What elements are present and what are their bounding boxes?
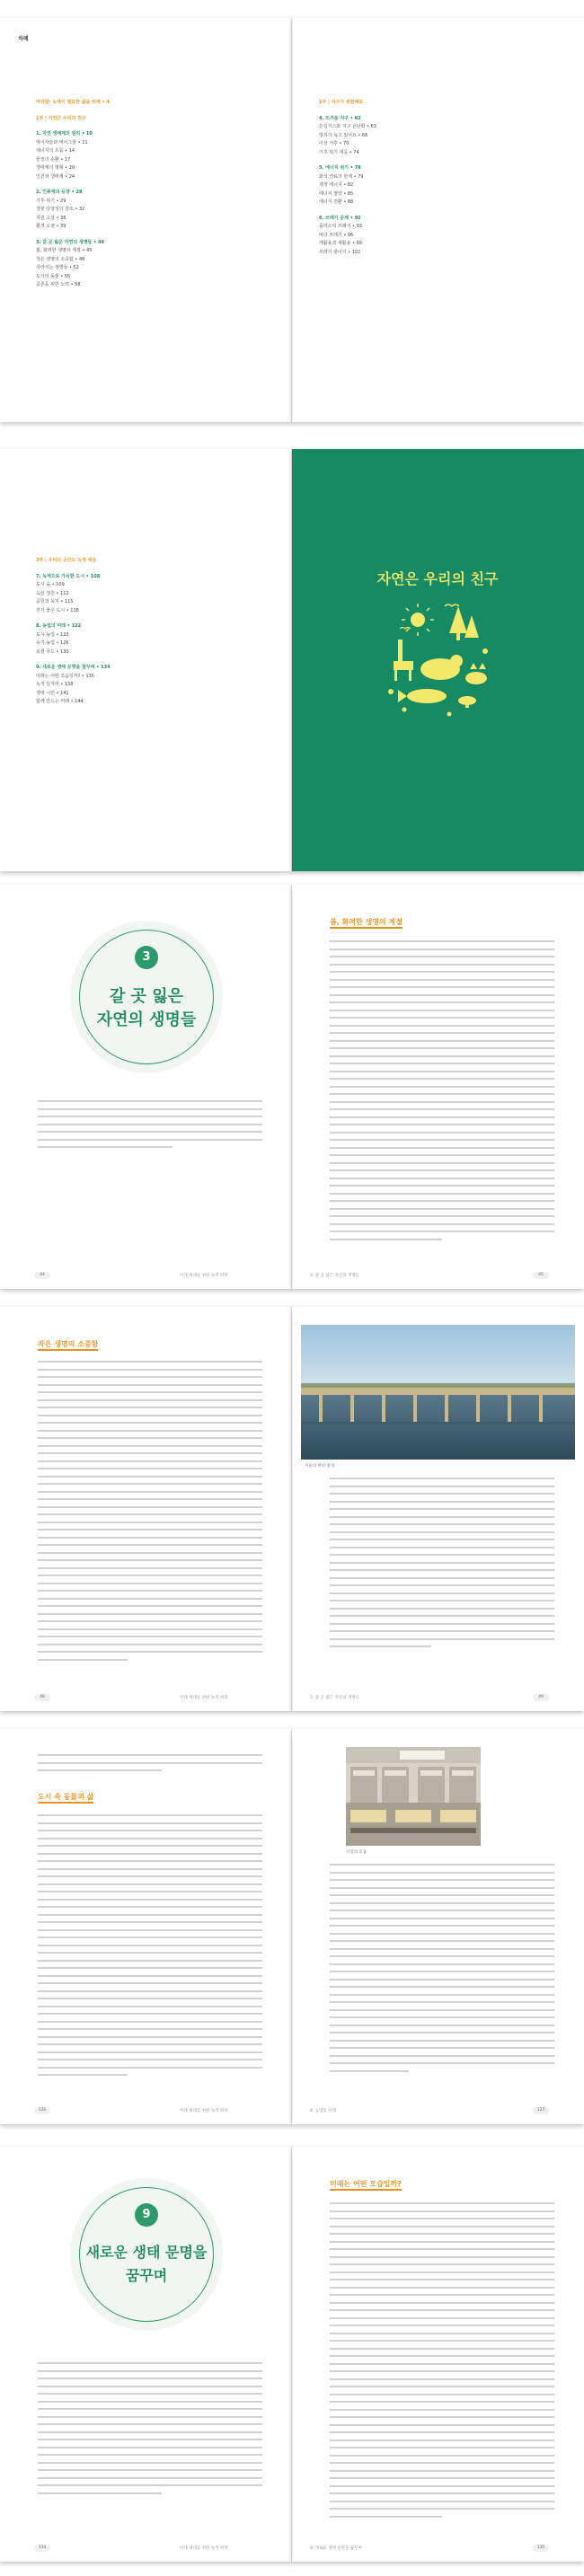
- toc-entry: 공원과 녹지 • 115: [36, 599, 74, 604]
- toc-entry: 환경 오염 • 39: [36, 224, 66, 229]
- toc-chapter-heading: 7. 녹색으로 가득한 도시 • 108: [36, 573, 101, 579]
- toc-spacer: [36, 566, 111, 573]
- giraffe-icon: [398, 640, 403, 665]
- chapter-title-line1: 새로운 생태 문명을: [85, 2244, 208, 2261]
- chapter-title-line1: 갈 곳 잃은: [109, 987, 184, 1006]
- toc-entry: 도시의 동물 • 55: [36, 273, 71, 279]
- page-number-right: 45: [533, 1272, 549, 1279]
- running-footer-left: 미래 세대를 위한 녹색 희망: [180, 1274, 228, 1278]
- toc-entry: 물질의 순환 • 17: [36, 156, 71, 163]
- bird-icon: [445, 604, 459, 606]
- gutter: [291, 1307, 293, 1711]
- toc-entry: 사라지는 생명들 • 52: [36, 265, 79, 270]
- toc-entry: 공존을 위한 노력 • 58: [36, 282, 81, 287]
- spread-chapter-3: [0, 885, 584, 1289]
- section-title: [330, 2179, 402, 2191]
- body-text: [330, 2202, 554, 2523]
- toc-entry: 먹이사슬과 먹이그물 • 11: [36, 139, 88, 146]
- section-title: [38, 1339, 98, 1351]
- part-cover-title: 자연은 우리의 친구: [376, 570, 499, 587]
- gutter: [291, 2147, 293, 2562]
- toc-part-heading: 2부 | 지구가 위험해요: [319, 100, 364, 105]
- toc-entry: 에너지의 흐름 • 14: [36, 148, 75, 154]
- toc-list-left-2: [36, 557, 111, 707]
- page-number-left: 134: [34, 2545, 50, 2552]
- gutter: [291, 1729, 293, 2124]
- toc-entry: 생물 다양성의 감소 • 32: [36, 207, 85, 212]
- toc-entry: 작은 생명의 소중함 • 48: [36, 256, 85, 262]
- gutter: [291, 449, 293, 871]
- toc-chapter-heading: 4. 뜨거운 지구 • 62: [319, 115, 361, 121]
- section-title-text: 미래는 어떤 모습일까?: [330, 2179, 402, 2191]
- toc-entry: 인간과 생태계 • 24: [36, 173, 75, 180]
- toc-list-left: [36, 99, 110, 290]
- running-footer-right: 8. 농업의 미래: [310, 2109, 336, 2113]
- toc-part-heading: 1부 | 자연은 우리의 친구: [36, 115, 86, 121]
- toc-entry: 플라스틱 쓰레기 • 93: [319, 224, 362, 229]
- section-title: [330, 917, 403, 929]
- running-footer-left: 미래 세대를 위한 녹색 희망: [180, 1696, 228, 1700]
- running-footer-left: 미래 세대를 위한 녹색 희망: [180, 2546, 228, 2551]
- body-page-left: [0, 1729, 292, 2124]
- spread-toc-1: [0, 18, 584, 422]
- toc-spacer: [36, 108, 110, 115]
- chapter-opener-page: [0, 2147, 292, 2562]
- body-text: [38, 1754, 262, 1778]
- body-text: [330, 940, 554, 1246]
- toc-spacer: [319, 108, 376, 115]
- toc-spacer: [36, 657, 111, 664]
- toc-entry: 생태 시민 • 141: [36, 690, 69, 696]
- toc-spacer: [36, 232, 110, 239]
- gutter: [291, 18, 293, 422]
- toc-entry: 옥상 정원 • 112: [36, 590, 69, 596]
- toc-entry: 자원 고갈 • 36: [36, 215, 66, 221]
- body-text: [38, 1100, 262, 1154]
- spread-bridge: [0, 1307, 584, 1711]
- toc-chapter-heading: 3. 갈 곳 잃은 자연의 생명들 • 44: [36, 239, 105, 245]
- toc-part-heading: 3부 | 우리의 공간도 녹색 세상: [36, 558, 97, 563]
- section-title-text: 봄, 화려한 생명의 계절: [330, 917, 403, 929]
- toc-chapter-heading: 6. 쓰레기 문제 • 92: [319, 215, 361, 221]
- toc-spacer: [36, 181, 110, 189]
- part-cover-number: 1부: [432, 651, 445, 659]
- toc-entry: 녹색 일자리 • 138: [36, 682, 74, 687]
- page-number-left: 48: [34, 1694, 50, 1701]
- body-page-right: [292, 1307, 584, 1711]
- chapter-body-page: [292, 885, 584, 1289]
- chapter-opener-page: [0, 885, 292, 1289]
- chapter-number: 9: [135, 2203, 158, 2227]
- photo-caption: 시장의 모습: [346, 1850, 367, 1855]
- body-text: [38, 2362, 262, 2500]
- chapter-body-page: [292, 2147, 584, 2562]
- toc-entry: 이상 기후 • 70: [319, 141, 350, 146]
- market-photo: [346, 1747, 481, 1846]
- toc-entry: 도시 숲 • 109: [36, 582, 65, 587]
- part-cover-page: [292, 449, 584, 871]
- toc-chapter-heading: 9. 새로운 생태 문명을 꿈꾸며 • 134: [36, 665, 111, 670]
- body-text: [38, 1814, 262, 2082]
- part-cover-illustration: [292, 449, 584, 871]
- toc-entry: 재생 에너지 • 82: [319, 182, 354, 188]
- page-number-right: 49: [533, 1694, 549, 1701]
- spread-market: [0, 1729, 584, 2124]
- bridge-photo: [301, 1325, 575, 1460]
- toc-part-heading: 머리말: 녹색이 필요한 삶을 위해 • 4: [36, 100, 110, 105]
- toc-page-right: [292, 18, 584, 422]
- toc-entry: 온실가스와 지구 온난화 • 63: [319, 124, 376, 129]
- toc-page-left: [0, 18, 292, 422]
- toc-chapter-heading: 8. 농업의 미래 • 122: [36, 623, 82, 629]
- whale-icon: [407, 689, 447, 703]
- toc-chapter-heading: 5. 에너지 위기 • 78: [319, 165, 361, 171]
- toc-spacer: [319, 157, 376, 164]
- toc-entry: 생태계의 평형 • 20: [36, 165, 75, 171]
- body-page-left: [0, 1307, 292, 1711]
- chapter-title-line2: 자연의 생명들: [96, 1010, 197, 1029]
- page-number-right: 127: [533, 2107, 549, 2114]
- running-footer-right: 3. 갈 곳 잃은 자연의 생명들: [310, 1274, 359, 1278]
- toc-entry: 봄, 화려한 생명의 계절 • 45: [36, 248, 93, 253]
- sun-icon: [411, 613, 425, 627]
- page-number-left: 126: [34, 2107, 50, 2114]
- toc-entry: 함께 만드는 미래 • 144: [36, 699, 84, 704]
- spread-chapter-9: [0, 2147, 584, 2562]
- toc-entry: 도시 농업 • 123: [36, 631, 69, 638]
- toc-entry: 에너지 전환 • 88: [319, 199, 354, 205]
- body-text: [38, 1361, 262, 1666]
- section-title-text: 도시 속 동물의 삶: [38, 1792, 93, 1804]
- toc-list-right: [319, 99, 376, 257]
- toc-entry: 에너지 절약 • 85: [319, 190, 354, 197]
- toc-entry: 기후 위기 • 29: [36, 198, 66, 204]
- toc-entry: 바다 쓰레기 • 96: [319, 232, 354, 238]
- toc-spacer: [319, 207, 376, 215]
- toc-header: 차례: [18, 36, 29, 42]
- toc-entry: 로컬 푸드 • 130: [36, 648, 69, 655]
- chapter-title-line2: 꿈꾸며: [125, 2267, 168, 2284]
- toc-chapter-heading: 2. 인류세의 등장 • 28: [36, 190, 83, 195]
- page-number-left: 44: [34, 1272, 50, 1279]
- body-page-right: [292, 1729, 584, 2124]
- cat-icon: [465, 672, 487, 684]
- toc-spacer: [36, 615, 111, 622]
- body-text: [330, 1864, 554, 2078]
- toc-entry: 걷기 좋은 도시 • 118: [36, 607, 79, 613]
- toc-entry: 빙하가 녹고 있어요 • 66: [319, 132, 368, 138]
- gutter: [291, 885, 293, 1289]
- toc-page-left-2: [0, 449, 292, 871]
- spread-toc-2: [0, 449, 584, 871]
- toc-entry: 쓰레기 줄이기 • 102: [319, 249, 361, 255]
- toc-spacer: [36, 123, 110, 130]
- section-title-text: 작은 생명의 소중함: [38, 1339, 98, 1351]
- running-footer-right: 3. 갈 곳 잃은 자연의 생명들: [310, 1696, 359, 1700]
- toc-entry: 미래는 어떤 모습일까? • 135: [36, 673, 94, 679]
- page-number-right: 135: [533, 2545, 549, 2552]
- toc-entry: 기후 위기 대응 • 74: [319, 149, 359, 155]
- flower-icon: [388, 689, 394, 694]
- chapter-number: 3: [135, 946, 158, 969]
- toc-entry: 유기 농업 • 126: [36, 640, 69, 646]
- running-footer-right: 9. 새로운 생태 문명을 꿈꾸며: [310, 2546, 362, 2551]
- toc-chapter-heading: 1. 자연 생태계의 원리 • 10: [36, 131, 93, 137]
- section-title: [38, 1792, 93, 1804]
- photo-caption: 서울의 한강 풍경: [305, 1464, 335, 1469]
- tree-icon: [449, 606, 467, 633]
- toc-entry: 화석 연료의 한계 • 79: [319, 173, 364, 180]
- running-footer-left: 미래 세대를 위한 녹색 희망: [180, 2109, 228, 2113]
- body-text: [330, 1478, 554, 1654]
- toc-entry: 재활용과 새활용 • 99: [319, 241, 362, 246]
